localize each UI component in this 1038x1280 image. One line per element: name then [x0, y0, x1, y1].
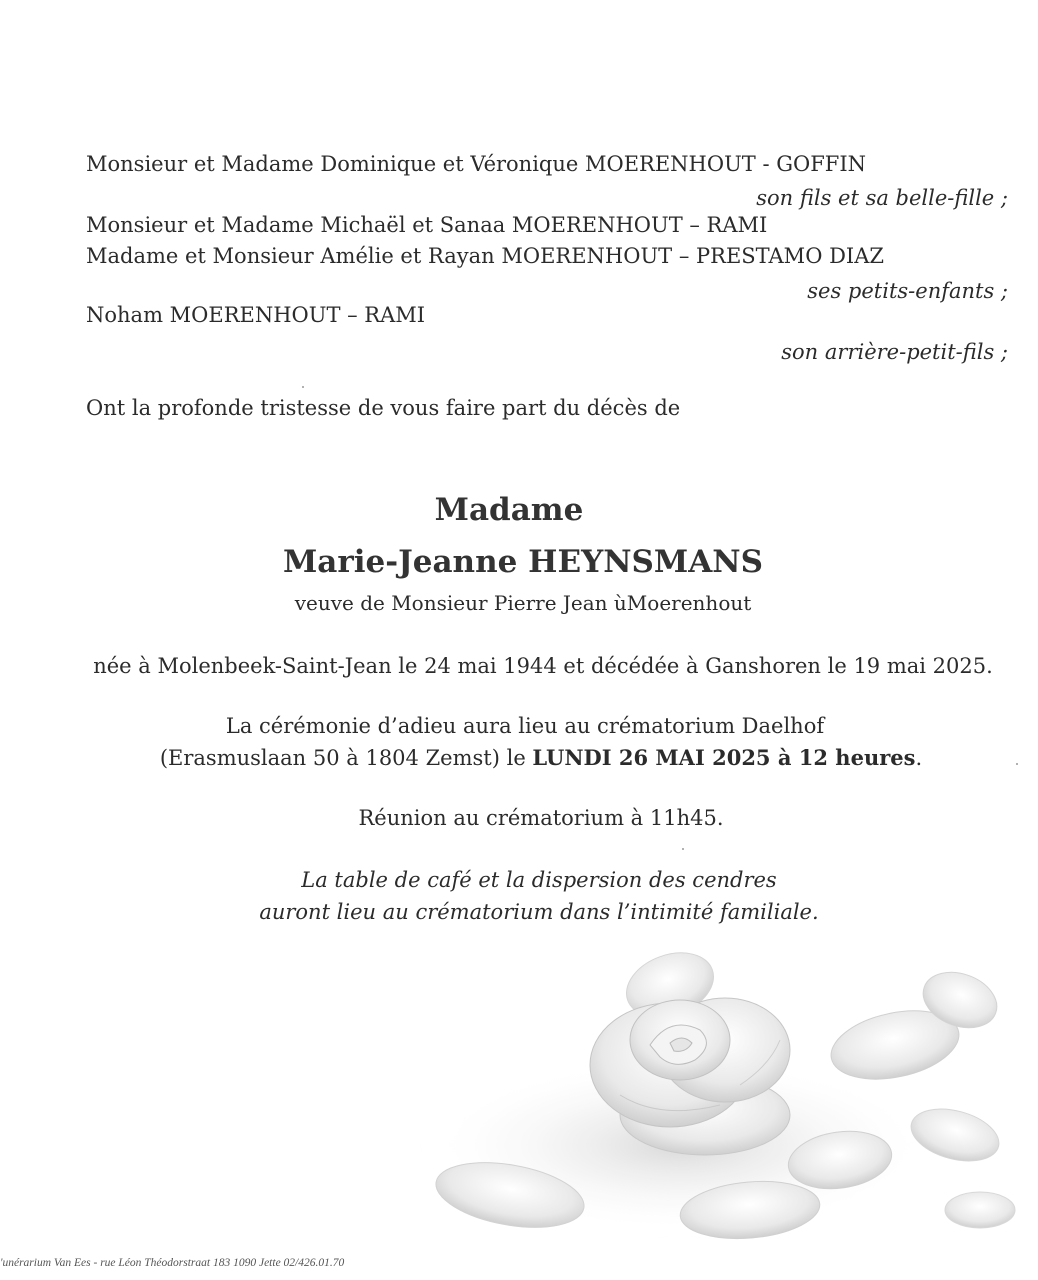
family-line-1: Monsieur et Madame Dominique et Véronique MOERENHOUT - GOFFIN: [86, 152, 867, 176]
family-line-2: Monsieur et Madame Michaël et Sanaa MOERENHOUT – RAMI: [86, 213, 768, 237]
announcement-text: Ont la profonde tristesse de vous faire part du décès de: [86, 396, 681, 420]
relation-son: son fils et sa belle-fille ;: [756, 186, 1008, 210]
ceremony-line-1: La cérémonie d’adieu aura lieu au crématorium Daelhof: [225, 714, 825, 738]
ceremony-date-time: LUNDI 26 MAI 2025 à 12 heures: [532, 745, 916, 770]
meeting-text: Réunion au crématorium à 11h45.: [358, 806, 724, 830]
closing-line-2: auront lieu au crématorium dans l’intimité familiale.: [259, 900, 819, 924]
ceremony-line-2: [22, 745, 1038, 771]
birth-death-text: née à Molenbeek-Saint-Jean le 24 mai 1944 et décédée à Ganshoren le 19 mai 2025.: [93, 654, 993, 678]
scan-speck: [1016, 763, 1018, 765]
closing-line-1: La table de café et la dispersion des cendres: [301, 868, 777, 892]
ceremony-period: .: [915, 746, 923, 770]
ceremony-address: (Erasmuslaan 50 à 1804 Zemst) le: [159, 746, 533, 770]
deceased-honorific: Madame: [434, 492, 584, 528]
widow-of: veuve de Monsieur Pierre Jean ùMoerenhout: [294, 591, 752, 615]
family-line-4: Noham MOERENHOUT – RAMI: [86, 303, 426, 327]
relation-great-grandson: son arrière-petit-fils ;: [781, 340, 1008, 364]
relation-grandchildren: ses petits-enfants ;: [807, 279, 1008, 303]
deceased-name: Marie-Jeanne HEYNSMANS: [282, 544, 764, 580]
rose-icon: [420, 945, 1020, 1245]
funeral-home-footer: 'unérarium Van Ees - rue Léon Théodorstraat 183 1090 Jette 02/426.01.70: [0, 1257, 345, 1269]
scan-speck: [302, 386, 304, 388]
scan-speck: [682, 848, 684, 850]
family-line-3: Madame et Monsieur Amélie et Rayan MOERENHOUT – PRESTAMO DIAZ: [86, 244, 884, 268]
